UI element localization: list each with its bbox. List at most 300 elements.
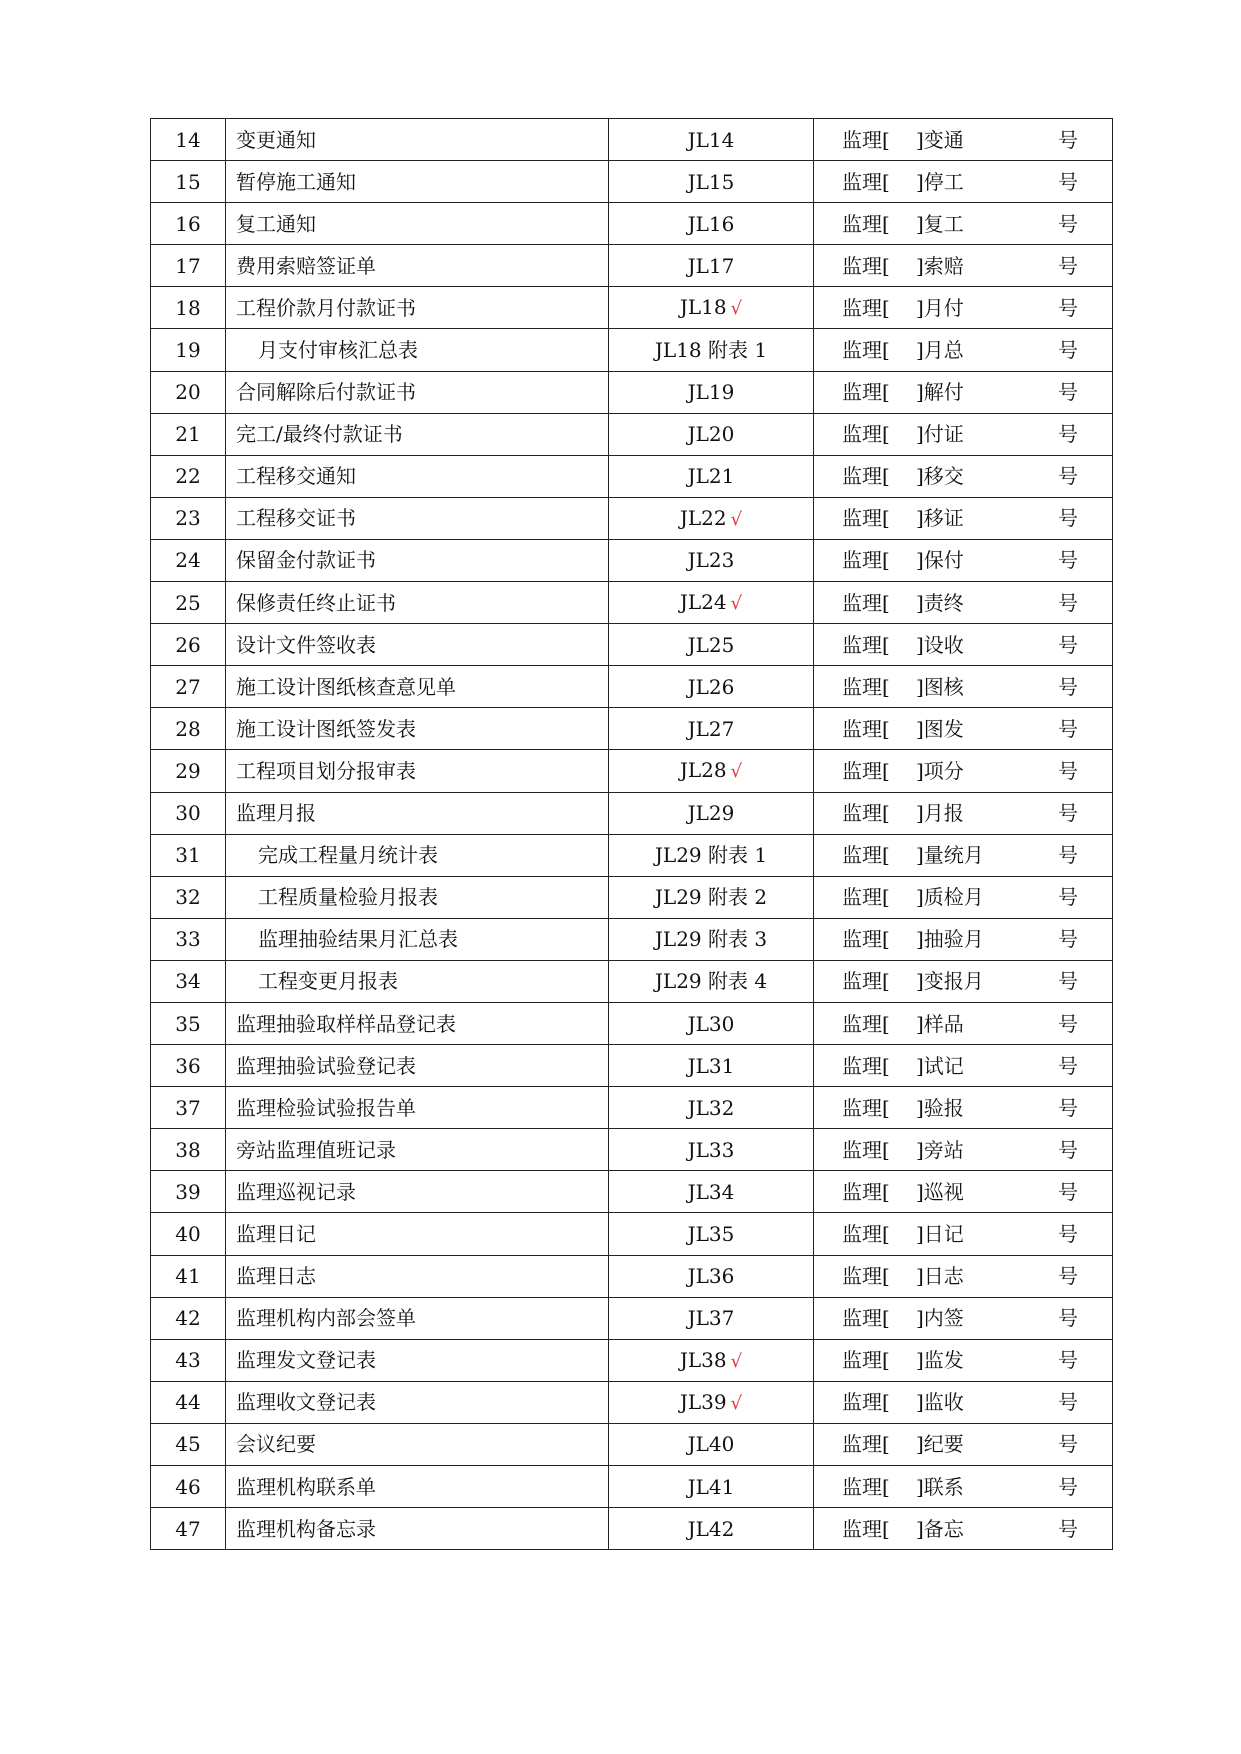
table-row (151, 119, 1113, 161)
row-number: 21 (151, 413, 226, 455)
form-name: 复工通知 (226, 203, 609, 245)
form-name: 设计文件签收表 (226, 624, 609, 666)
table-row (151, 371, 1113, 413)
reference-number-cell (814, 1297, 1113, 1339)
ref-type: ]复工 (916, 211, 964, 236)
ref-type: ]移交 (916, 464, 964, 489)
table-row (151, 1423, 1113, 1465)
table-row (151, 1339, 1113, 1381)
row-number: 35 (151, 1002, 226, 1044)
ref-prefix: 监理[ (842, 1474, 890, 1499)
ref-type: ]变通 (916, 127, 964, 152)
reference-number-cell (814, 203, 1113, 245)
form-code: JL28 (679, 758, 727, 783)
table-row (151, 539, 1113, 581)
form-code-cell (609, 1297, 814, 1339)
ref-type: ]变报月 (916, 969, 984, 994)
row-number: 42 (151, 1297, 226, 1339)
form-code-cell (609, 1339, 814, 1381)
form-code: JL33 (687, 1137, 735, 1162)
form-code: JL37 (687, 1306, 735, 1331)
ref-type: ]设收 (916, 632, 964, 657)
ref-suffix: 号 (1058, 1011, 1078, 1036)
table-row (151, 876, 1113, 918)
reference-number-cell (814, 1255, 1113, 1297)
ref-prefix: 监理[ (842, 169, 890, 194)
check-mark-icon: √ (730, 508, 743, 530)
ref-type: ]移证 (916, 506, 964, 531)
form-name: 监理收文登记表 (226, 1381, 609, 1423)
ref-prefix: 监理[ (842, 1053, 890, 1078)
table-row (151, 666, 1113, 708)
reference-number-cell (814, 960, 1113, 1002)
form-code-cell (609, 1255, 814, 1297)
form-name: 监理抽验结果月汇总表 (226, 918, 609, 960)
row-number: 17 (151, 245, 226, 287)
table-row (151, 1087, 1113, 1129)
ref-prefix: 监理[ (842, 590, 890, 615)
form-name: 监理抽验取样样品登记表 (226, 1002, 609, 1044)
form-name: 暂停施工通知 (226, 161, 609, 203)
form-name: 监理日志 (226, 1255, 609, 1297)
form-code: JL29 附表 4 (654, 969, 768, 994)
form-code: JL29 附表 1 (654, 843, 768, 868)
form-name: 月支付审核汇总表 (226, 329, 609, 371)
form-code: JL29 附表 3 (654, 927, 768, 952)
ref-suffix: 号 (1058, 1516, 1078, 1541)
ref-suffix: 号 (1058, 169, 1078, 194)
form-code-cell (609, 834, 814, 876)
forms-table (150, 118, 1113, 1550)
table-row (151, 918, 1113, 960)
ref-suffix: 号 (1058, 1221, 1078, 1246)
ref-suffix: 号 (1058, 295, 1078, 320)
table-row (151, 455, 1113, 497)
form-code: JL19 (687, 380, 735, 405)
ref-prefix: 监理[ (842, 1137, 890, 1162)
form-name: 工程移交证书 (226, 497, 609, 539)
ref-prefix: 监理[ (842, 211, 890, 236)
ref-suffix: 号 (1058, 338, 1078, 363)
form-name: 保留金付款证书 (226, 539, 609, 581)
table-row (151, 245, 1113, 287)
form-name: 监理机构备忘录 (226, 1508, 609, 1550)
ref-suffix: 号 (1058, 506, 1078, 531)
form-code-cell (609, 1087, 814, 1129)
ref-suffix: 号 (1058, 1348, 1078, 1373)
ref-prefix: 监理[ (842, 1348, 890, 1373)
ref-prefix: 监理[ (842, 969, 890, 994)
form-code: JL17 (687, 253, 735, 278)
form-code: JL25 (687, 632, 735, 657)
reference-number-cell (814, 708, 1113, 750)
ref-prefix: 监理[ (842, 927, 890, 952)
form-code-cell (609, 1171, 814, 1213)
ref-type: ]内签 (916, 1306, 964, 1331)
ref-type: ]责终 (916, 590, 964, 615)
form-name: 工程价款月付款证书 (226, 287, 609, 329)
form-code: JL38 (679, 1347, 727, 1372)
form-code: JL39 (679, 1389, 727, 1414)
ref-suffix: 号 (1058, 674, 1078, 699)
check-mark-icon: √ (730, 1350, 743, 1372)
ref-suffix: 号 (1058, 1306, 1078, 1331)
form-code-cell (609, 497, 814, 539)
row-number: 45 (151, 1423, 226, 1465)
ref-suffix: 号 (1058, 422, 1078, 447)
table-row (151, 413, 1113, 455)
form-name: 旁站监理值班记录 (226, 1129, 609, 1171)
form-name: 工程变更月报表 (226, 960, 609, 1002)
ref-suffix: 号 (1058, 1137, 1078, 1162)
ref-suffix: 号 (1058, 758, 1078, 783)
ref-prefix: 监理[ (842, 380, 890, 405)
table-row (151, 1508, 1113, 1550)
ref-suffix: 号 (1058, 927, 1078, 952)
form-code: JL42 (687, 1516, 735, 1541)
form-code-cell (609, 371, 814, 413)
ref-type: ]月报 (916, 801, 964, 826)
row-number: 39 (151, 1171, 226, 1213)
reference-number-cell (814, 497, 1113, 539)
reference-number-cell (814, 539, 1113, 581)
form-code-cell (609, 119, 814, 161)
ref-suffix: 号 (1058, 1264, 1078, 1289)
row-number: 47 (151, 1508, 226, 1550)
check-mark-icon: √ (730, 593, 743, 615)
reference-number-cell (814, 1466, 1113, 1508)
form-code: JL32 (687, 1095, 735, 1120)
ref-type: ]抽验月 (916, 927, 984, 952)
form-code-cell (609, 455, 814, 497)
ref-type: ]监收 (916, 1390, 964, 1415)
row-number: 28 (151, 708, 226, 750)
ref-suffix: 号 (1058, 548, 1078, 573)
reference-number-cell (814, 1171, 1113, 1213)
ref-prefix: 监理[ (842, 843, 890, 868)
form-code: JL15 (687, 169, 735, 194)
table-row (151, 1045, 1113, 1087)
reference-number-cell (814, 413, 1113, 455)
form-code-cell (609, 203, 814, 245)
reference-number-cell (814, 161, 1113, 203)
forms-table-body (151, 119, 1113, 1550)
form-code-cell (609, 918, 814, 960)
form-name: 完工/最终付款证书 (226, 413, 609, 455)
ref-type: ]月总 (916, 338, 964, 363)
form-name: 保修责任终止证书 (226, 582, 609, 624)
form-name: 监理月报 (226, 792, 609, 834)
ref-suffix: 号 (1058, 1179, 1078, 1204)
form-code-cell (609, 245, 814, 287)
form-code: JL18 附表 1 (654, 338, 768, 363)
reference-number-cell (814, 1087, 1113, 1129)
reference-number-cell (814, 624, 1113, 666)
form-name: 费用索赔签证单 (226, 245, 609, 287)
row-number: 14 (151, 119, 226, 161)
ref-type: ]停工 (916, 169, 964, 194)
ref-type: ]纪要 (916, 1432, 964, 1457)
ref-suffix: 号 (1058, 1474, 1078, 1499)
reference-number-cell (814, 1002, 1113, 1044)
form-code-cell (609, 708, 814, 750)
form-name: 监理发文登记表 (226, 1339, 609, 1381)
table-row (151, 1297, 1113, 1339)
row-number: 25 (151, 582, 226, 624)
reference-number-cell (814, 876, 1113, 918)
reference-number-cell (814, 329, 1113, 371)
ref-type: ]付证 (916, 422, 964, 447)
row-number: 37 (151, 1087, 226, 1129)
form-code-cell (609, 1508, 814, 1550)
table-row (151, 834, 1113, 876)
reference-number-cell (814, 582, 1113, 624)
table-row (151, 287, 1113, 329)
form-name: 完成工程量月统计表 (226, 834, 609, 876)
form-code-cell (609, 1045, 814, 1087)
row-number: 29 (151, 750, 226, 792)
ref-prefix: 监理[ (842, 295, 890, 320)
ref-prefix: 监理[ (842, 1516, 890, 1541)
form-code: JL40 (687, 1432, 735, 1457)
reference-number-cell (814, 1129, 1113, 1171)
row-number: 43 (151, 1339, 226, 1381)
form-code: JL31 (687, 1053, 735, 1078)
form-code: JL20 (687, 422, 735, 447)
form-name: 工程项目划分报审表 (226, 750, 609, 792)
check-mark-icon: √ (730, 298, 743, 320)
reference-number-cell (814, 666, 1113, 708)
form-code-cell (609, 161, 814, 203)
reference-number-cell (814, 792, 1113, 834)
ref-suffix: 号 (1058, 969, 1078, 994)
ref-prefix: 监理[ (842, 1221, 890, 1246)
table-row (151, 1171, 1113, 1213)
row-number: 38 (151, 1129, 226, 1171)
row-number: 40 (151, 1213, 226, 1255)
reference-number-cell (814, 1381, 1113, 1423)
row-number: 18 (151, 287, 226, 329)
form-code: JL34 (687, 1179, 735, 1204)
ref-type: ]联系 (916, 1474, 964, 1499)
form-code-cell (609, 582, 814, 624)
table-row (151, 203, 1113, 245)
form-code-cell (609, 329, 814, 371)
ref-prefix: 监理[ (842, 758, 890, 783)
reference-number-cell (814, 750, 1113, 792)
form-code: JL27 (687, 716, 735, 741)
ref-prefix: 监理[ (842, 506, 890, 531)
ref-suffix: 号 (1058, 801, 1078, 826)
reference-number-cell (814, 1339, 1113, 1381)
reference-number-cell (814, 119, 1113, 161)
form-code: JL30 (687, 1011, 735, 1036)
ref-prefix: 监理[ (842, 1011, 890, 1036)
row-number: 41 (151, 1255, 226, 1297)
reference-number-cell (814, 834, 1113, 876)
reference-number-cell (814, 1508, 1113, 1550)
form-code: JL23 (687, 548, 735, 573)
ref-prefix: 监理[ (842, 885, 890, 910)
table-row (151, 582, 1113, 624)
form-code: JL35 (687, 1221, 735, 1246)
ref-prefix: 监理[ (842, 1264, 890, 1289)
form-code-cell (609, 1213, 814, 1255)
ref-prefix: 监理[ (842, 1432, 890, 1457)
reference-number-cell (814, 1423, 1113, 1465)
row-number: 44 (151, 1381, 226, 1423)
form-code-cell (609, 1002, 814, 1044)
ref-suffix: 号 (1058, 1095, 1078, 1120)
ref-type: ]量统月 (916, 843, 984, 868)
reference-number-cell (814, 1045, 1113, 1087)
ref-suffix: 号 (1058, 1390, 1078, 1415)
form-name: 合同解除后付款证书 (226, 371, 609, 413)
form-name: 监理日记 (226, 1213, 609, 1255)
form-code: JL16 (687, 211, 735, 236)
ref-suffix: 号 (1058, 1053, 1078, 1078)
table-row (151, 329, 1113, 371)
ref-type: ]项分 (916, 758, 964, 783)
form-code-cell (609, 1466, 814, 1508)
table-row (151, 1002, 1113, 1044)
row-number: 46 (151, 1466, 226, 1508)
ref-suffix: 号 (1058, 1432, 1078, 1457)
table-row (151, 1129, 1113, 1171)
check-mark-icon: √ (730, 1392, 743, 1414)
ref-prefix: 监理[ (842, 801, 890, 826)
form-name: 施工设计图纸核查意见单 (226, 666, 609, 708)
ref-type: ]监发 (916, 1348, 964, 1373)
form-code-cell (609, 624, 814, 666)
ref-type: ]图发 (916, 716, 964, 741)
reference-number-cell (814, 1213, 1113, 1255)
form-code-cell (609, 539, 814, 581)
ref-prefix: 监理[ (842, 1095, 890, 1120)
form-name: 监理检验试验报告单 (226, 1087, 609, 1129)
form-code-cell (609, 1381, 814, 1423)
ref-type: ]解付 (916, 380, 964, 405)
row-number: 36 (151, 1045, 226, 1087)
form-code-cell (609, 1129, 814, 1171)
form-code: JL29 (687, 801, 735, 826)
table-row (151, 792, 1113, 834)
form-code: JL24 (679, 590, 727, 615)
ref-type: ]保付 (916, 548, 964, 573)
ref-prefix: 监理[ (842, 674, 890, 699)
table-row (151, 750, 1113, 792)
form-name: 变更通知 (226, 119, 609, 161)
ref-type: ]样品 (916, 1011, 964, 1036)
form-code: JL14 (687, 127, 735, 152)
form-code: JL26 (687, 674, 735, 699)
form-code: JL21 (687, 464, 735, 489)
ref-prefix: 监理[ (842, 548, 890, 573)
ref-prefix: 监理[ (842, 1306, 890, 1331)
form-code-cell (609, 750, 814, 792)
ref-suffix: 号 (1058, 211, 1078, 236)
reference-number-cell (814, 287, 1113, 329)
ref-type: ]索赔 (916, 253, 964, 278)
row-number: 26 (151, 624, 226, 666)
ref-type: ]月付 (916, 295, 964, 320)
ref-type: ]质检月 (916, 885, 984, 910)
form-code-cell (609, 792, 814, 834)
table-row (151, 1381, 1113, 1423)
form-name: 监理抽验试验登记表 (226, 1045, 609, 1087)
ref-prefix: 监理[ (842, 338, 890, 363)
row-number: 16 (151, 203, 226, 245)
ref-type: ]日志 (916, 1264, 964, 1289)
row-number: 19 (151, 329, 226, 371)
ref-suffix: 号 (1058, 464, 1078, 489)
row-number: 31 (151, 834, 226, 876)
ref-prefix: 监理[ (842, 253, 890, 278)
reference-number-cell (814, 371, 1113, 413)
ref-suffix: 号 (1058, 632, 1078, 657)
form-code-cell (609, 1423, 814, 1465)
ref-suffix: 号 (1058, 380, 1078, 405)
form-name: 工程质量检验月报表 (226, 876, 609, 918)
row-number: 20 (151, 371, 226, 413)
check-mark-icon: √ (730, 761, 743, 783)
form-name: 监理巡视记录 (226, 1171, 609, 1213)
row-number: 34 (151, 960, 226, 1002)
table-row (151, 497, 1113, 539)
row-number: 22 (151, 455, 226, 497)
row-number: 23 (151, 497, 226, 539)
ref-suffix: 号 (1058, 253, 1078, 278)
ref-prefix: 监理[ (842, 127, 890, 152)
table-row (151, 1213, 1113, 1255)
ref-prefix: 监理[ (842, 422, 890, 447)
row-number: 33 (151, 918, 226, 960)
ref-suffix: 号 (1058, 716, 1078, 741)
ref-type: ]日记 (916, 1221, 964, 1246)
ref-suffix: 号 (1058, 127, 1078, 152)
form-code-cell (609, 960, 814, 1002)
ref-type: ]旁站 (916, 1137, 964, 1162)
ref-suffix: 号 (1058, 843, 1078, 868)
form-code: JL36 (687, 1264, 735, 1289)
ref-prefix: 监理[ (842, 1179, 890, 1204)
table-row (151, 1255, 1113, 1297)
ref-type: ]巡视 (916, 1179, 964, 1204)
form-code: JL29 附表 2 (654, 885, 768, 910)
table-row (151, 624, 1113, 666)
row-number: 30 (151, 792, 226, 834)
form-code-cell (609, 287, 814, 329)
ref-suffix: 号 (1058, 885, 1078, 910)
ref-prefix: 监理[ (842, 1390, 890, 1415)
form-name: 工程移交通知 (226, 455, 609, 497)
ref-prefix: 监理[ (842, 464, 890, 489)
row-number: 27 (151, 666, 226, 708)
form-code: JL18 (679, 295, 727, 320)
ref-suffix: 号 (1058, 590, 1078, 615)
form-code-cell (609, 876, 814, 918)
table-row (151, 960, 1113, 1002)
ref-type: ]备忘 (916, 1516, 964, 1541)
ref-prefix: 监理[ (842, 632, 890, 657)
ref-type: ]图核 (916, 674, 964, 699)
form-code: JL22 (679, 505, 727, 530)
form-code: JL41 (687, 1474, 735, 1499)
form-code-cell (609, 413, 814, 455)
reference-number-cell (814, 455, 1113, 497)
form-code-cell (609, 666, 814, 708)
ref-prefix: 监理[ (842, 716, 890, 741)
